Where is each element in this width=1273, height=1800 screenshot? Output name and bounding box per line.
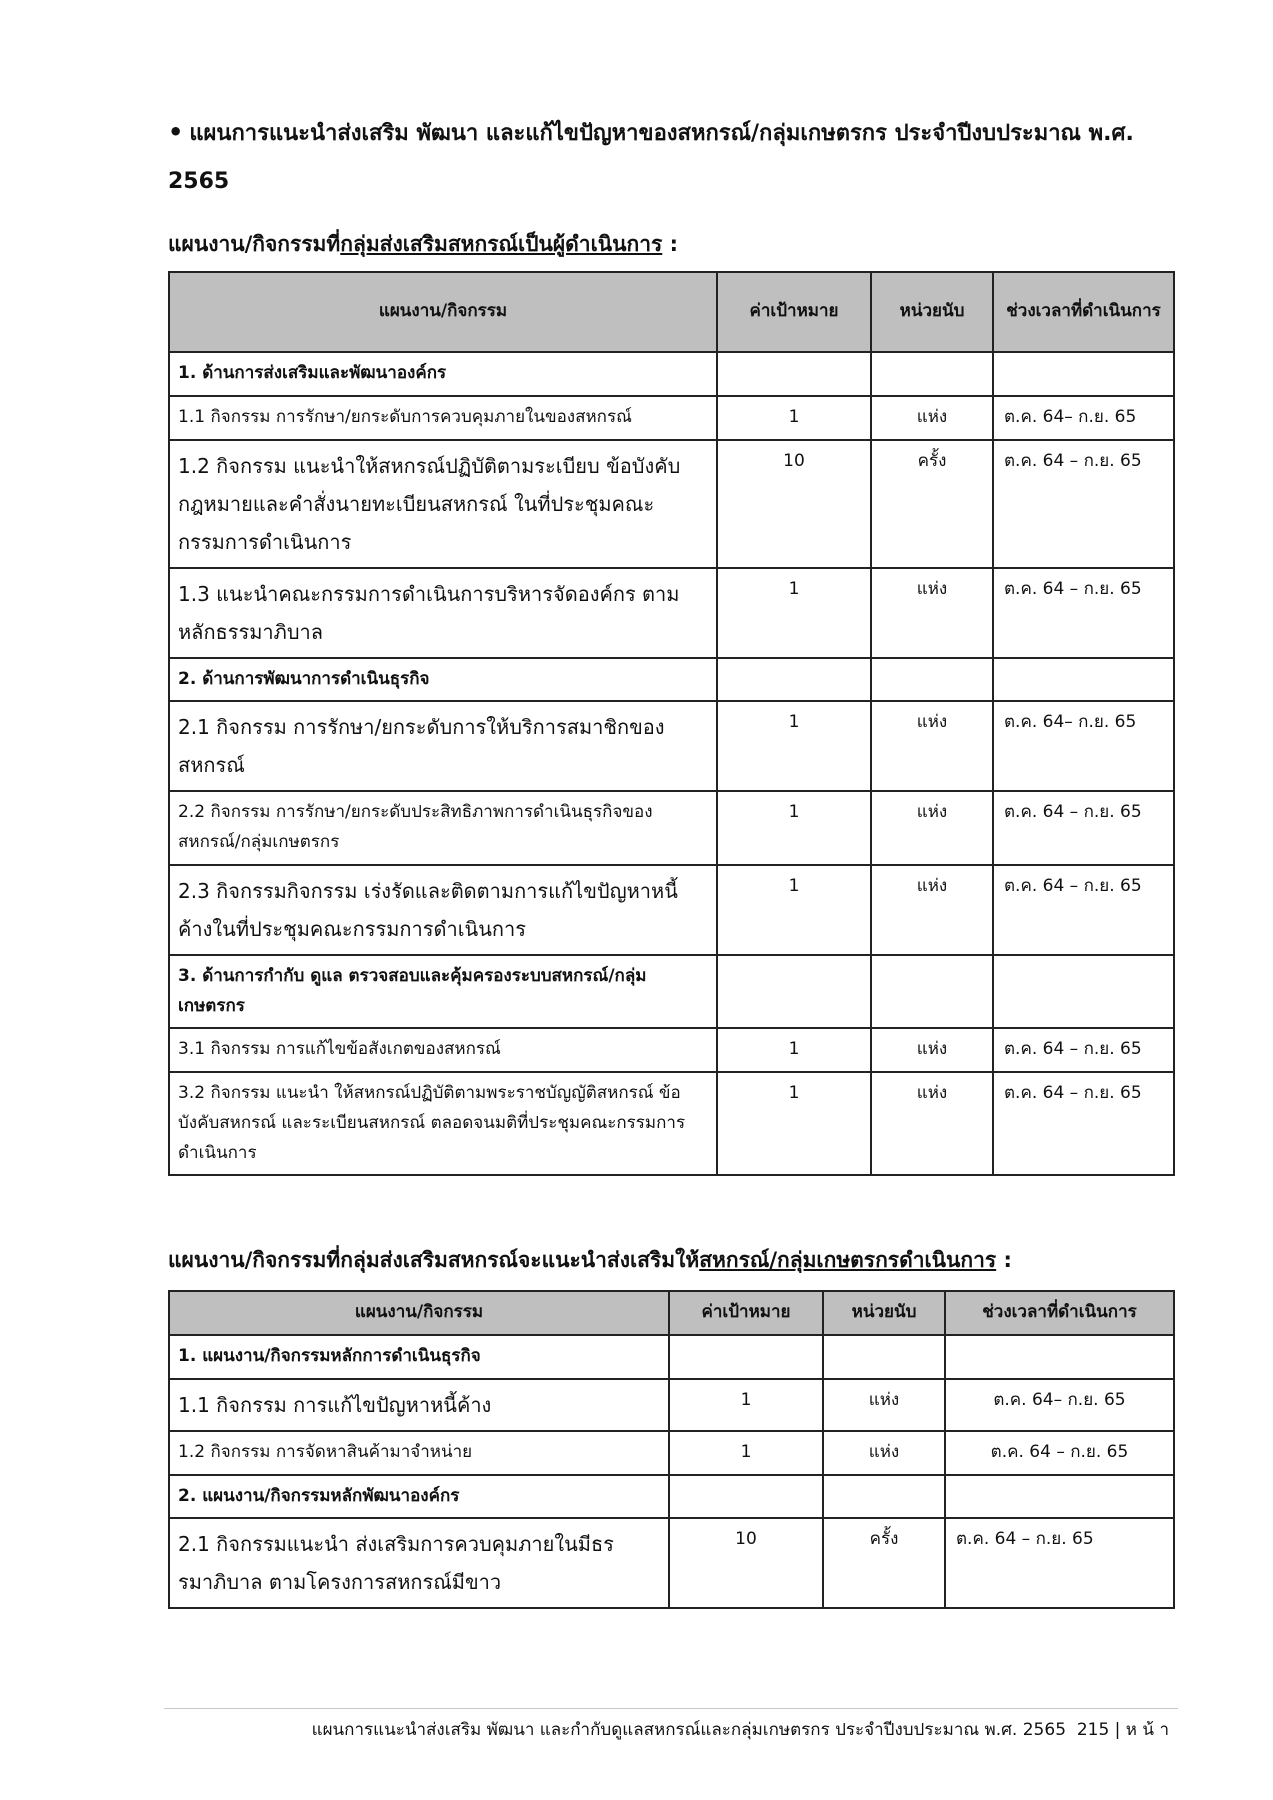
table-row (169, 791, 1174, 865)
section1-prefix: แผนงาน/กิจกรรมที่ (168, 232, 341, 256)
unit-cell: แห่ง (871, 791, 993, 865)
target-cell: 1 (717, 1072, 871, 1175)
table-row (169, 1379, 1174, 1431)
table-group-row (169, 1475, 1174, 1519)
column-header-target: ค่าเป้าหมาย (717, 272, 871, 352)
activity-cell: 3.1 กิจกรรม การแก้ไขข้อสังเกตของสหกรณ์ (169, 1028, 717, 1072)
column-header-period: ช่วงเวลาที่ดำเนินการ (945, 1291, 1174, 1335)
unit-cell: ครั้ง (823, 1518, 945, 1608)
unit-cell: แห่ง (871, 1072, 993, 1175)
table-row (169, 1072, 1174, 1175)
column-header-target: ค่าเป้าหมาย (669, 1291, 823, 1335)
group-title: 2. แผนงาน/กิจกรรมหลักพัฒนาองค์กร (169, 1475, 669, 1519)
bullet-icon: • (168, 118, 184, 146)
target-cell: 1 (717, 568, 871, 658)
period-cell: ต.ค. 64 – ก.ย. 65 (993, 568, 1174, 658)
activity-cell: 1.1 กิจกรรม การแก้ไขปัญหาหนี้ค้าง (169, 1379, 669, 1431)
unit-cell: แห่ง (871, 396, 993, 440)
unit-cell: แห่ง (871, 865, 993, 955)
period-cell: ต.ค. 64 – ก.ย. 65 (993, 1028, 1174, 1072)
page-footer (312, 1716, 1169, 1743)
unit-cell: แห่ง (823, 1431, 945, 1475)
activity-cell: 3.2 กิจกรรม แนะนำ ให้สหกรณ์ปฏิบัติตามพระราชบัญญัติสหกรณ์ ข้อบังคับสหกรณ์ และระเบียนสหกรณ์ ตลอดจนมติที่ประชุมคณะกรรมการดำเนินการ (169, 1072, 717, 1175)
table-row (169, 1028, 1174, 1072)
section1-title (168, 228, 678, 261)
document-heading (168, 108, 1158, 206)
activity-cell: 1.2 กิจกรรม แนะนำให้สหกรณ์ปฏิบัติตามระเบียบ ข้อบังคับ กฎหมายและคำสั่งนายทะเบียนสหกรณ์ ในที่ประชุมคณะกรรมการดำเนินการ (169, 440, 717, 568)
column-header-unit: หน่วยนับ (871, 272, 993, 352)
activity-cell: 1.3 แนะนำคณะกรรมการดำเนินการบริหารจัดองค์กร ตามหลักธรรมาภิบาล (169, 568, 717, 658)
activity-cell: 2.2 กิจกรรม การรักษา/ยกระดับประสิทธิภาพการดำเนินธุรกิจของสหกรณ์/กลุ่มเกษตรกร (169, 791, 717, 865)
page-number: 215 | ห น้ า (1076, 1720, 1169, 1740)
table-group-row (169, 658, 1174, 702)
activity-cell: 2.3 กิจกรรมกิจกรรม เร่งรัดและติดตามการแก้ไขปัญหาหนี้ค้างในที่ประชุมคณะกรรมการดำเนินการ (169, 865, 717, 955)
footer-text: แผนการแนะนำส่งเสริม พัฒนา และกำกับดูแลสหกรณ์และกลุ่มเกษตรกร ประจำปีงบประมาณ พ.ศ. 2565 (311, 1720, 1067, 1740)
group-title: 1. แผนงาน/กิจกรรมหลักการดำเนินธุรกิจ (169, 1335, 669, 1379)
activity-cell: 2.1 กิจกรรมแนะนำ ส่งเสริมการควบคุมภายในมีธรรมาภิบาล ตามโครงการสหกรณ์มีขาว (169, 1518, 669, 1608)
period-cell: ต.ค. 64 – ก.ย. 65 (993, 1072, 1174, 1175)
column-header-period: ช่วงเวลาที่ดำเนินการ (993, 272, 1174, 352)
period-cell: ต.ค. 64– ก.ย. 65 (945, 1379, 1174, 1431)
column-header-activity: แผนงาน/กิจกรรม (169, 272, 717, 352)
column-header-unit: หน่วยนับ (823, 1291, 945, 1335)
period-cell: ต.ค. 64 – ก.ย. 65 (993, 440, 1174, 568)
group-title: 2. ด้านการพัฒนาการดำเนินธุรกิจ (169, 658, 717, 702)
table-row (169, 865, 1174, 955)
period-cell: ต.ค. 64– ก.ย. 65 (993, 396, 1174, 440)
table-activities-group (168, 271, 1175, 1176)
table-row (169, 396, 1174, 440)
column-header-activity: แผนงาน/กิจกรรม (169, 1291, 669, 1335)
unit-cell: แห่ง (871, 1028, 993, 1072)
section2-title (168, 1244, 1012, 1277)
section1-underlined: กลุ่มส่งเสริมสหกรณ์เป็นผู้ดำเนินการ (340, 232, 663, 256)
period-cell: ต.ค. 64 – ก.ย. 65 (993, 865, 1174, 955)
target-cell: 1 (717, 701, 871, 791)
period-cell: ต.ค. 64 – ก.ย. 65 (945, 1431, 1174, 1475)
table-group-row (169, 1335, 1174, 1379)
footer-divider (164, 1708, 1178, 1709)
table-row (169, 1431, 1174, 1475)
period-cell: ต.ค. 64 – ก.ย. 65 (993, 791, 1174, 865)
unit-cell: แห่ง (823, 1379, 945, 1431)
section2-prefix: แผนงาน/กิจกรรมที่กลุ่มส่งเสริมสหกรณ์จะแนะนำส่งเสริมให้ (168, 1248, 700, 1272)
section2-underlined: สหกรณ์/กลุ่มเกษตรกรดำเนินการ (699, 1248, 997, 1272)
table-row (169, 701, 1174, 791)
activity-cell: 1.1 กิจกรรม การรักษา/ยกระดับการควบคุมภายในของสหกรณ์ (169, 396, 717, 440)
target-cell: 1 (717, 1028, 871, 1072)
period-cell: ต.ค. 64– ก.ย. 65 (993, 701, 1174, 791)
group-title: 3. ด้านการกำกับ ดูแล ตรวจสอบและคุ้มครองระบบสหกรณ์/กลุ่มเกษตรกร (169, 955, 717, 1029)
target-cell: 10 (669, 1518, 823, 1608)
target-cell: 1 (717, 865, 871, 955)
heading-text: แผนการแนะนำส่งเสริม พัฒนา และแก้ไขปัญหาของสหกรณ์/กลุ่มเกษตรกร ประจำปีงบประมาณ พ.ศ. 2565 (168, 121, 1134, 194)
period-cell: ต.ค. 64 – ก.ย. 65 (945, 1518, 1174, 1608)
target-cell: 1 (717, 396, 871, 440)
unit-cell: แห่ง (871, 568, 993, 658)
target-cell: 1 (717, 791, 871, 865)
activity-cell: 2.1 กิจกรรม การรักษา/ยกระดับการให้บริการสมาชิกของสหกรณ์ (169, 701, 717, 791)
unit-cell: แห่ง (871, 701, 993, 791)
target-cell: 1 (669, 1431, 823, 1475)
table-activities-cooperative (168, 1290, 1175, 1609)
table-group-row (169, 955, 1174, 1029)
target-cell: 1 (669, 1379, 823, 1431)
table-group-row (169, 352, 1174, 396)
target-cell: 10 (717, 440, 871, 568)
table-row (169, 440, 1174, 568)
section2-suffix: : (996, 1248, 1012, 1272)
activity-cell: 1.2 กิจกรรม การจัดหาสินค้ามาจำหน่าย (169, 1431, 669, 1475)
table-row (169, 1518, 1174, 1608)
section1-suffix: : (662, 232, 678, 256)
unit-cell: ครั้ง (871, 440, 993, 568)
group-title: 1. ด้านการส่งเสริมและพัฒนาองค์กร (169, 352, 717, 396)
table-row (169, 568, 1174, 658)
